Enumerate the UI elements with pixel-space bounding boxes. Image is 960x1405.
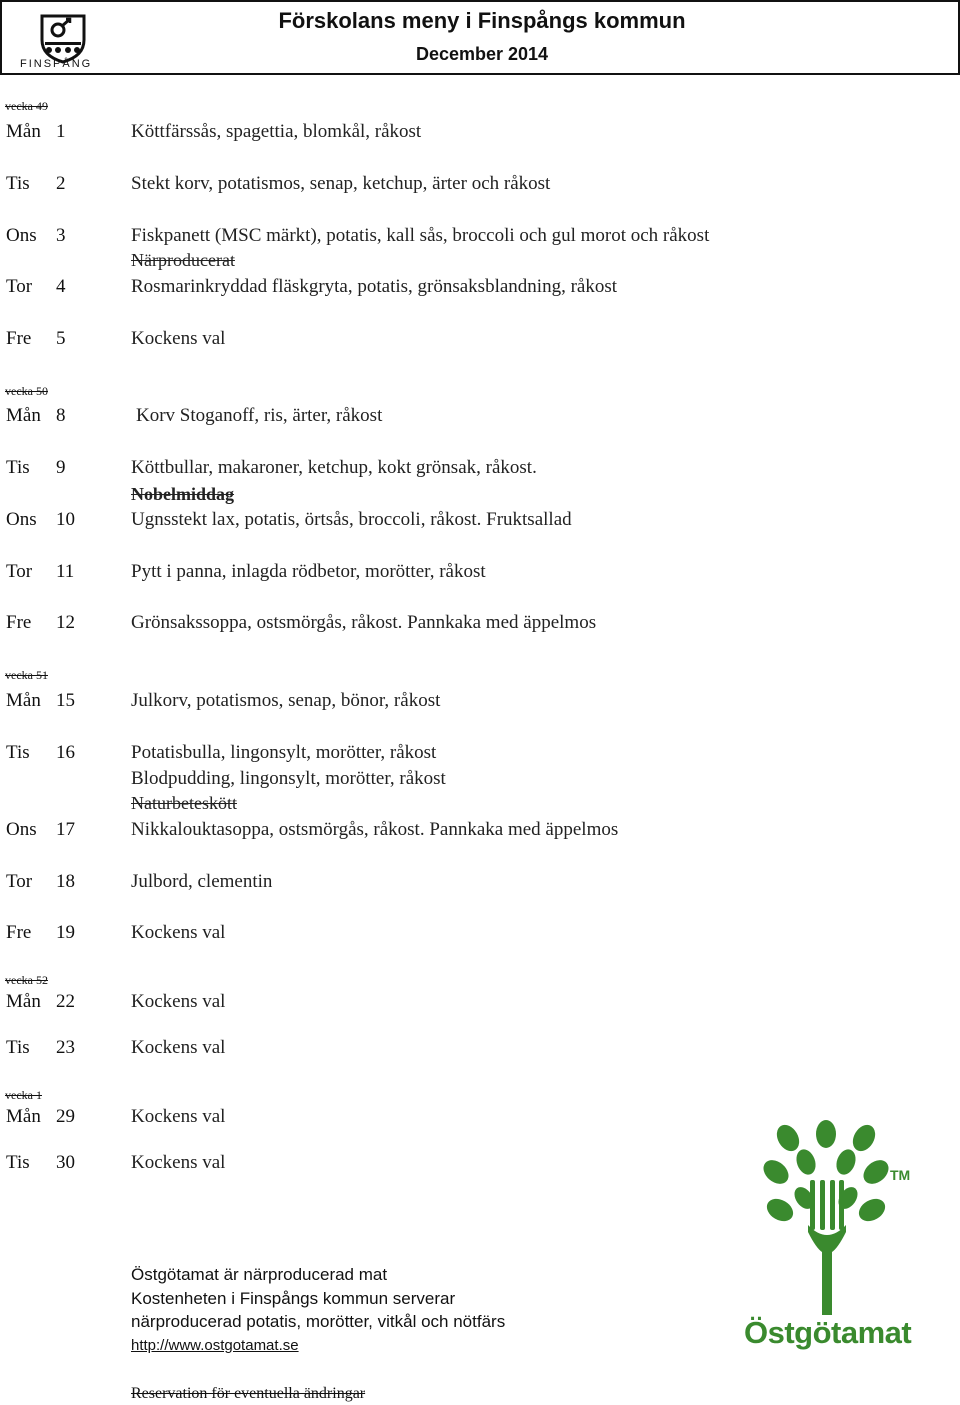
day-name: Ons [6, 225, 37, 246]
day-number: 22 [56, 991, 75, 1012]
day-number: 11 [56, 561, 75, 582]
dish: Köttfärssås, spagettia, blomkål, råkost [131, 121, 422, 142]
page-title: Förskolans meny i Finspångs kommun [278, 8, 686, 33]
day-name: Fre [6, 328, 32, 349]
footer-line: närproducerad potatis, morötter, vitkål och nötfärs [131, 1312, 506, 1331]
ostgotamat-tree-fork-logo [742, 1120, 912, 1330]
week-label: vecka 51 [5, 668, 48, 682]
day-number: 2 [56, 173, 66, 194]
dish: Kockens val [131, 1037, 226, 1058]
dish: Julbord, clementin [131, 871, 273, 892]
day-name: Ons [6, 819, 37, 840]
dish: Nikkalouktasoppa, ostsmörgås, råkost. Pannkaka med äppelmos [131, 819, 619, 840]
day-number: 19 [56, 922, 75, 943]
day-number: 12 [56, 612, 75, 633]
day-number: 8 [56, 405, 66, 426]
day-name: Tis [6, 1152, 30, 1173]
day-number: 18 [56, 871, 75, 892]
week-label: vecka 50 [5, 384, 48, 398]
day-number: 1 [56, 121, 66, 142]
day-number: 10 [56, 509, 75, 530]
dish: Potatisbulla, lingonsylt, morötter, råkost [131, 742, 437, 763]
day-name: Mån [6, 1106, 41, 1127]
day-number: 9 [56, 457, 66, 478]
dish-note: Naturbeteskött [131, 793, 237, 813]
dish: Rosmarinkryddad fläskgryta, potatis, grönsaksblandning, råkost [131, 276, 618, 297]
page-subtitle: December 2014 [415, 44, 549, 64]
day-name: Tor [6, 871, 33, 892]
day-number: 29 [56, 1106, 75, 1127]
day-name: Mån [6, 121, 41, 142]
logo-text: FINSPÅNG [20, 58, 93, 70]
day-name: Mån [6, 405, 41, 426]
website-link[interactable]: http://www.ostgotamat.se [131, 1337, 299, 1354]
day-name: Mån [6, 690, 41, 711]
day-number: 5 [56, 328, 66, 349]
day-name: Fre [6, 612, 32, 633]
dish: Grönsakssoppa, ostsmörgås, råkost. Pannkaka med äppelmos [131, 612, 597, 633]
day-number: 23 [56, 1037, 75, 1058]
day-number: 3 [56, 225, 66, 246]
dish-alternative: Blodpudding, lingonsylt, morötter, råkost [131, 768, 446, 789]
dish: Stekt korv, potatismos, senap, ketchup, ärter och råkost [131, 173, 551, 194]
dish-note: Närproducerat [131, 250, 235, 270]
week-label: vecka 52 [5, 973, 48, 987]
day-name: Tis [6, 457, 30, 478]
trademark-text: TM [890, 1167, 911, 1183]
week-label: vecka 1 [5, 1088, 42, 1102]
day-name: Tis [6, 1037, 30, 1058]
day-name: Tis [6, 173, 30, 194]
dish: Kockens val [131, 922, 226, 943]
dish: Kockens val [131, 1106, 226, 1127]
dish: Kockens val [131, 1152, 226, 1173]
day-number: 4 [56, 276, 66, 297]
reservation-note: Reservation för eventuella ändringar [131, 1385, 366, 1402]
dish-note: Nobelmiddag [131, 484, 235, 504]
day-number: 30 [56, 1152, 75, 1173]
dish: Kockens val [131, 328, 226, 349]
dish: Fiskpanett (MSC märkt), potatis, kall sås, broccoli och gul morot och råkost [131, 225, 710, 246]
dish: Julkorv, potatismos, senap, bönor, råkost [131, 690, 441, 711]
footer-line: Kostenheten i Finspångs kommun serverar [131, 1289, 456, 1308]
dish: Ugnsstekt lax, potatis, örtsås, broccoli, råkost. Fruktsallad [131, 509, 572, 530]
dish: Pytt i panna, inlagda rödbetor, morötter, råkost [131, 561, 486, 582]
day-number: 17 [56, 819, 75, 840]
day-name: Tor [6, 276, 33, 297]
dish: Korv Stoganoff, ris, ärter, råkost [136, 405, 383, 426]
day-name: Tor [6, 561, 33, 582]
week-label: vecka 49 [5, 99, 48, 113]
day-name: Ons [6, 509, 37, 530]
brand-name: Östgötamat [744, 1315, 912, 1350]
day-name: Fre [6, 922, 32, 943]
day-number: 15 [56, 690, 75, 711]
dish: Kockens val [131, 991, 226, 1012]
dish: Köttbullar, makaroner, ketchup, kokt grönsak, råkost. [131, 457, 537, 478]
day-number: 16 [56, 742, 75, 763]
footer-line: Östgötamat är närproducerad mat [131, 1265, 388, 1284]
day-name: Mån [6, 991, 41, 1012]
day-name: Tis [6, 742, 30, 763]
header [0, 0, 960, 75]
